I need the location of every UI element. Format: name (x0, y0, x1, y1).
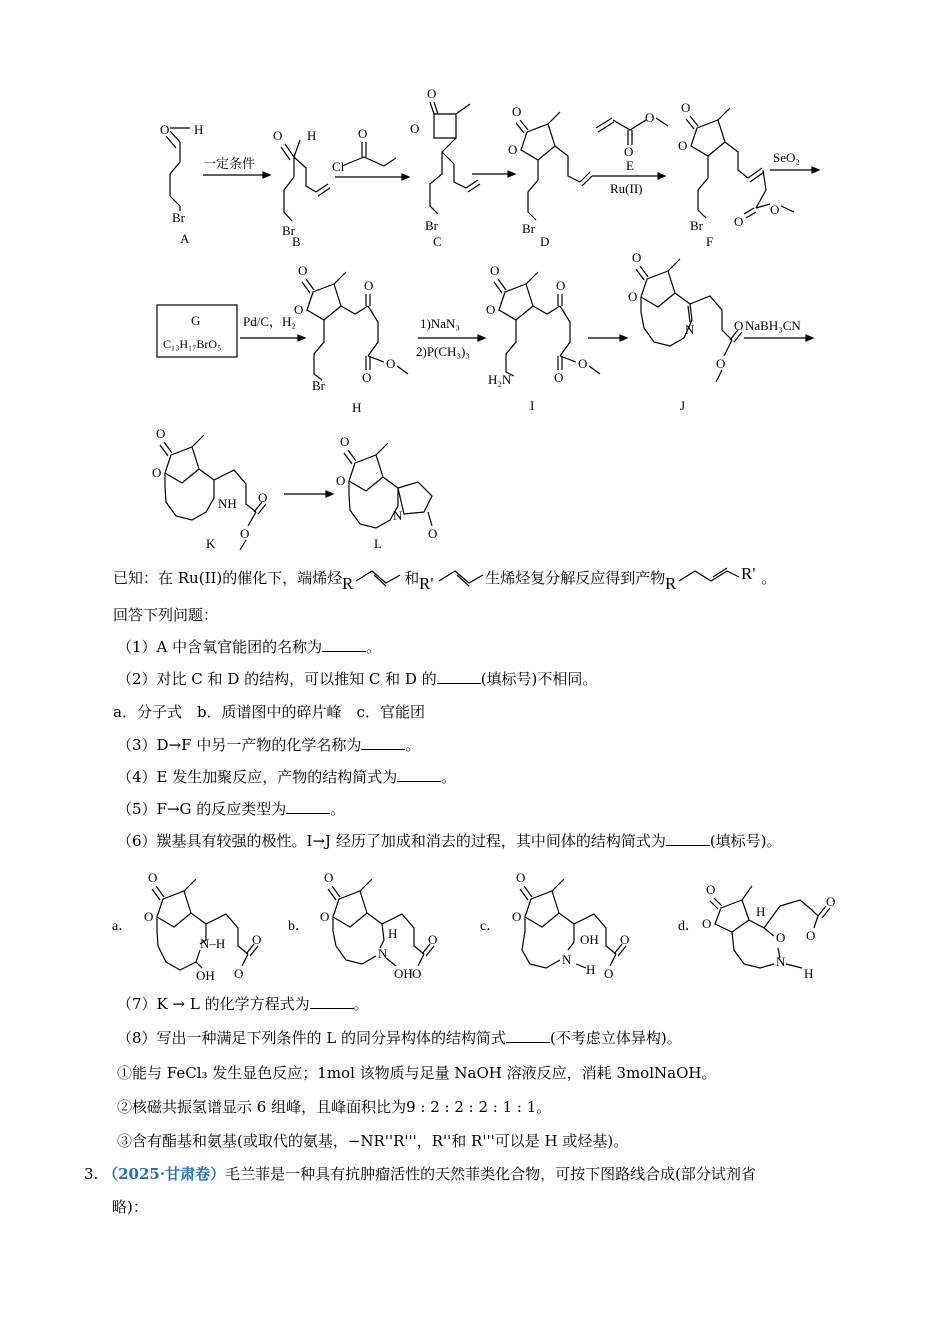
svg-text:O: O (252, 932, 262, 947)
answer-intro: 回答下列问题： (113, 606, 219, 624)
svg-text:I: I (530, 398, 535, 413)
svg-text:O: O (428, 932, 438, 947)
arrow-A-B (203, 156, 270, 178)
answer-blank-3[interactable] (361, 735, 405, 750)
svg-text:D: D (540, 234, 550, 249)
svg-text:Br: Br (425, 218, 438, 233)
synthesis-scheme (0, 0, 950, 560)
question-5: （5）F→G 的反应类型为 。 (117, 800, 346, 818)
answer-blank-5[interactable] (286, 799, 330, 814)
compound-F (678, 100, 794, 249)
svg-text:C₁₃H₁₇BrO₅: C₁₃H₁₇BrO₅ (163, 337, 222, 351)
svg-text:O: O (298, 263, 308, 278)
svg-text:G: G (191, 313, 201, 328)
svg-text:NaBH₃CN: NaBH₃CN (745, 318, 801, 333)
svg-text:Pd/C，H₂: Pd/C，H₂ (243, 314, 296, 329)
svg-text:O: O (427, 86, 437, 101)
svg-text:O: O (273, 128, 283, 143)
svg-text:a．: a． (112, 919, 133, 934)
svg-text:Br: Br (522, 221, 535, 236)
svg-text:O: O (554, 370, 564, 385)
svg-text:O: O (628, 289, 638, 304)
svg-text:O: O (604, 966, 614, 981)
svg-text:O: O (148, 870, 158, 885)
svg-text:1)NaN₃: 1)NaN₃ (420, 316, 460, 331)
svg-text:O: O (320, 909, 330, 924)
svg-text:L: L (374, 536, 382, 551)
svg-text:c．: c． (480, 919, 501, 934)
known-statement: 已知：在 Ru(II)的催化下，端烯烃 R 和 R' 生烯烃复分解反应得到产物 R R' 。 (113, 565, 777, 593)
option-c (480, 870, 629, 981)
svg-text:H: H (194, 122, 204, 137)
svg-text:O: O (486, 302, 496, 317)
svg-text:O: O (512, 104, 522, 119)
condition-2: ②核磁共振氢谱显示 6 组峰，且峰面积比为9 : 2 : 2 : 2 : 1 : 1。 (117, 1098, 552, 1116)
question-7: （7）K → L 的化学方程式为 。 (117, 995, 369, 1013)
svg-text:R: R (342, 574, 354, 593)
svg-text:O: O (776, 930, 786, 945)
svg-text:Br: Br (282, 223, 295, 238)
svg-text:J: J (680, 398, 686, 413)
arrow-F-G (770, 150, 819, 173)
svg-text:Ru(II): Ru(II) (610, 181, 643, 196)
compound-J (628, 250, 743, 413)
option-a (112, 870, 261, 983)
svg-text:O: O (578, 356, 588, 371)
compound-C (410, 86, 480, 249)
answer-blank-6[interactable] (666, 831, 710, 846)
svg-text:O: O (702, 916, 712, 931)
svg-text:O: O (160, 122, 170, 137)
svg-text:H: H (388, 926, 398, 941)
reagent-propionyl-chloride (332, 126, 409, 180)
svg-text:O: O (620, 932, 630, 947)
svg-text:O: O (294, 302, 304, 317)
question-2-options: a．分子式 b．质谱图中的碎片峰 c．官能团 (113, 703, 425, 721)
svg-text:O: O (258, 490, 268, 505)
svg-text:O: O (734, 214, 744, 229)
svg-text:SeO₂: SeO₂ (773, 150, 800, 165)
svg-text:O: O (624, 144, 634, 159)
answer-blank-7[interactable] (310, 994, 354, 1009)
compound-I (486, 263, 600, 413)
question-6: （6）羰基具有较强的极性。I→J 经历了加成和消去的过程，其中间体的结构简式为 (填标号)。 (117, 832, 782, 850)
svg-text:O: O (508, 142, 518, 157)
svg-text:O: O (516, 870, 526, 885)
svg-text:E: E (626, 158, 634, 173)
condition-3: ③含有酯基和氨基(或取代的氨基，−NR''R'''，R''和 R'''可以是 H 或烃基)。 (117, 1132, 629, 1150)
svg-text:A: A (180, 231, 190, 246)
svg-text:O: O (716, 356, 726, 371)
svg-text:O: O (512, 909, 522, 924)
option-b (288, 870, 437, 981)
svg-text:O: O (340, 434, 350, 449)
svg-text:d．: d． (678, 919, 699, 934)
svg-text:R': R' (419, 574, 434, 593)
compound-D (508, 104, 592, 249)
svg-text:R: R (665, 574, 677, 593)
svg-text:Br: Br (312, 378, 325, 393)
svg-text:N: N (685, 322, 695, 337)
svg-text:Cl: Cl (332, 159, 345, 174)
svg-text:K: K (206, 536, 216, 551)
svg-text:N: N (776, 954, 786, 969)
question-text-line2: 略)： (112, 1198, 148, 1216)
question-4: （4）E 发生加聚反应，产物的结构简式为 。 (117, 768, 457, 786)
svg-text:OH: OH (196, 968, 215, 983)
question-text-line1: 毛兰菲是一种具有抗肿瘤活性的天然菲类化合物，可按下图路线合成(部分试剂省 (225, 1165, 756, 1183)
arrow-G-H (240, 314, 305, 341)
svg-text:O: O (358, 126, 368, 141)
svg-text:F: F (706, 234, 714, 249)
svg-text:O: O (240, 526, 250, 541)
svg-text:O: O (490, 263, 500, 278)
question-6-option-structures (0, 860, 950, 990)
answer-blank-1[interactable] (322, 637, 366, 652)
compound-H (294, 263, 408, 415)
svg-text:O: O (234, 966, 244, 981)
svg-text:2)P(CH₃)₃: 2)P(CH₃)₃ (416, 344, 470, 359)
arrow-H-I (416, 316, 485, 359)
svg-text:O: O (632, 250, 642, 265)
svg-text:N: N (562, 952, 572, 967)
question-8: （8）写出一种满足下列条件的 L 的同分异构体的结构简式 (不考虑立体异构)。 (117, 1029, 682, 1047)
condition-1: ①能与 FeCl₃ 发生显色反应；1mol 该物质与足量 NaOH 溶液反应，消耗 3molNaOH。 (117, 1064, 717, 1082)
terminal-alkene-2-structure (419, 565, 485, 593)
compound-K (152, 426, 267, 551)
svg-text:N: N (393, 508, 403, 523)
metathesis-product-structure (665, 565, 761, 593)
svg-text:O: O (324, 870, 334, 885)
compound-L (336, 434, 437, 551)
option-d (678, 882, 835, 981)
svg-text:O: O (706, 882, 716, 897)
compound-G-box (157, 305, 237, 357)
svg-text:O: O (364, 278, 374, 293)
svg-text:一定条件: 一定条件 (203, 156, 256, 171)
answer-blank-8[interactable] (506, 1028, 550, 1043)
svg-text:R': R' (741, 565, 756, 583)
svg-text:H₂N: H₂N (488, 372, 512, 387)
svg-text:O: O (770, 202, 780, 217)
svg-text:O: O (152, 465, 162, 480)
svg-text:O: O (386, 356, 396, 371)
svg-text:O: O (681, 100, 691, 115)
answer-blank-2[interactable] (437, 669, 481, 684)
svg-text:O: O (826, 894, 836, 909)
answer-blank-4[interactable] (397, 767, 441, 782)
svg-text:O: O (156, 426, 166, 441)
terminal-alkene-1-structure (342, 565, 404, 593)
compound-B (273, 128, 330, 249)
question-number: 3. (84, 1165, 99, 1183)
svg-text:OH: OH (394, 966, 413, 981)
svg-text:Br: Br (690, 218, 703, 233)
svg-text:N: N (378, 946, 388, 961)
reagent-E (592, 110, 668, 196)
svg-text:O: O (362, 370, 372, 385)
svg-text:O: O (410, 121, 420, 136)
svg-text:C: C (433, 234, 442, 249)
svg-text:H: H (804, 966, 814, 981)
svg-text:O: O (144, 909, 154, 924)
arrow-J-K (744, 318, 813, 341)
compound-A (160, 122, 203, 246)
question-3: （3）D→F 中另一产物的化学名称为 。 (117, 736, 421, 754)
svg-text:Br: Br (172, 210, 185, 225)
svg-text:H: H (756, 904, 766, 919)
svg-text:O: O (412, 966, 422, 981)
svg-text:B: B (292, 234, 301, 249)
question-3-heading (84, 1162, 756, 1186)
svg-text:H: H (307, 128, 317, 143)
question-source: （2025·甘肃卷） (103, 1165, 226, 1183)
svg-text:O: O (428, 526, 438, 541)
svg-text:O: O (336, 473, 346, 488)
svg-text:O: O (806, 928, 816, 943)
svg-text:O: O (556, 278, 566, 293)
question-2: （2）对比 C 和 D 的结构，可以推知 C 和 D 的 (填标号)不相同。 (117, 670, 598, 688)
svg-text:H: H (352, 400, 362, 415)
svg-text:NH: NH (218, 496, 237, 511)
svg-text:O: O (645, 110, 655, 125)
question-1: （1）A 中含氧官能团的名称为 。 (117, 638, 382, 656)
svg-text:OH: OH (580, 932, 599, 947)
svg-text:O: O (678, 138, 688, 153)
svg-text:H: H (586, 962, 596, 977)
svg-text:b．: b． (288, 919, 309, 934)
svg-text:O: O (734, 318, 744, 333)
svg-text:N–H: N–H (200, 936, 226, 951)
